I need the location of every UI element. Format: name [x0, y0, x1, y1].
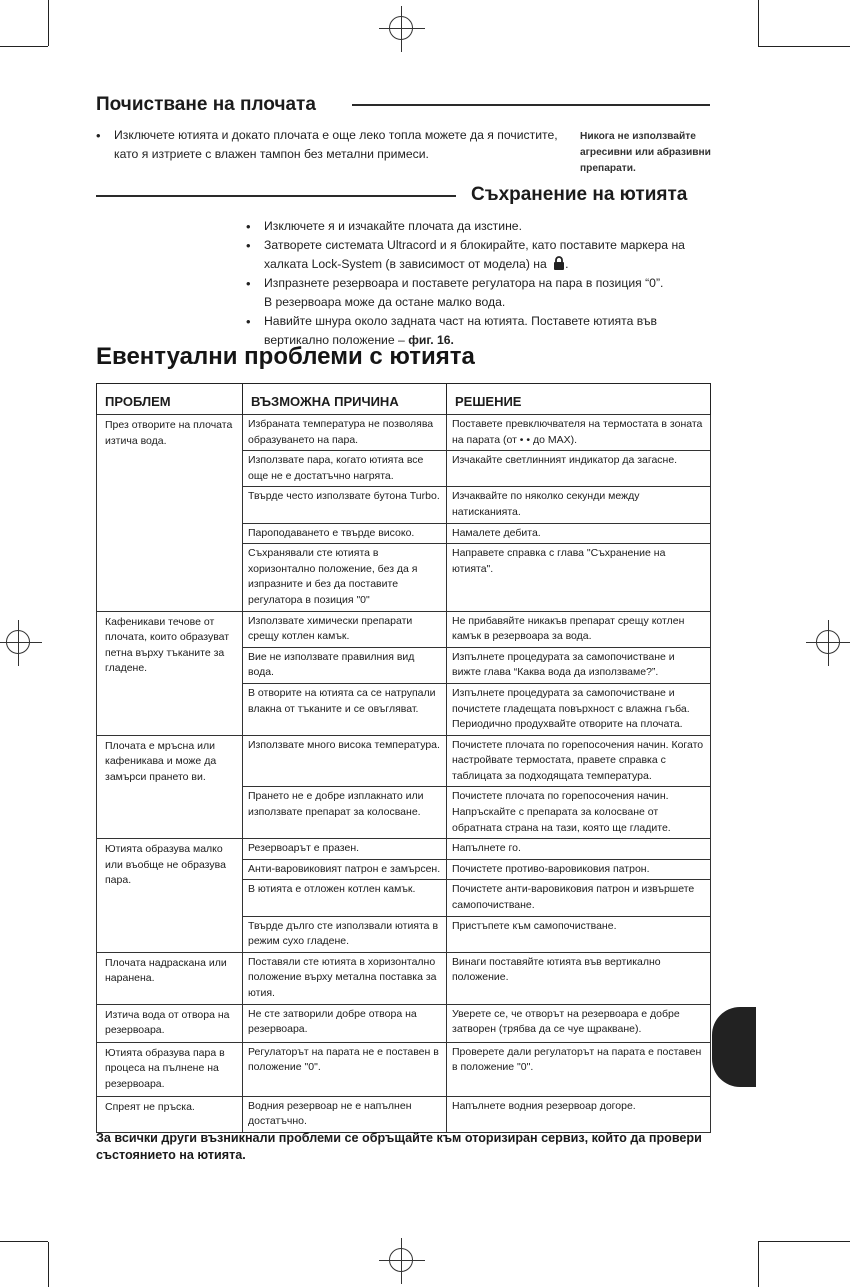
- solution-cell: Почистете плочата по горепосочения начин. Напръскайте с препарата за колосване от обратната страна на тази, която ще гладите.: [447, 787, 711, 839]
- table-row: [97, 1004, 711, 1042]
- solution-cell: Проверете дали регулаторът на парата е поставен в положение "0".: [447, 1042, 711, 1096]
- solution-cell: Почистете анти-варовиковия патрон и извършете самопочистване.: [447, 880, 711, 916]
- table-row: [97, 952, 711, 1004]
- solution-cell: Не прибавяйте никакъв препарат срещу котлен камък в резервоара за вода.: [447, 611, 711, 647]
- crop-mark: [758, 46, 850, 47]
- bullet-line: • Изключете ютията и докато плочата е още леко топла можете да я почистите,: [114, 128, 558, 142]
- registration-mark: [379, 1238, 425, 1284]
- cause-cell: В ютията е отложен котлен камък.: [243, 880, 447, 916]
- bullet-line: • Изключете я и изчакайте плочата да изстине.: [264, 219, 522, 233]
- column-header-problem: ПРОБЛЕМ: [97, 384, 243, 415]
- cause-cell: Твърде често използвате бутона Turbo.: [243, 487, 447, 523]
- cause-cell: Прането не е добре изплакнато или използвате препарат за колосване.: [243, 787, 447, 839]
- solution-cell: Напълнете водния резервоар догоре.: [447, 1096, 711, 1132]
- cleaning-bullets: [96, 126, 576, 164]
- bullet-line: халката Lock-System (в зависимост от модела) на .: [264, 257, 569, 271]
- table-header-row: [97, 384, 711, 415]
- registration-mark: [0, 620, 42, 666]
- cause-cell: Използвате много висока температура.: [243, 735, 447, 787]
- storage-heading: Съхранение на ютията: [471, 184, 688, 205]
- cleaning-bullet: [96, 126, 576, 164]
- table-row: [97, 839, 711, 860]
- solution-cell: Поставете превключвателя на термостата в зоната на парата (от • • до MAX).: [447, 415, 711, 451]
- bullet-line: • Навийте шнура около задната част на ютията. Поставете ютията във: [264, 314, 657, 328]
- footer-note: За всички други възникнали проблеми се обръщайте към оторизиран сервиз, който да провери състоянието на ютията.: [96, 1131, 702, 1162]
- cause-cell: В отворите на ютията са се натрупали влакна от тъканите и се овъгляват.: [243, 683, 447, 735]
- troubleshooting-heading: Евентуални проблеми с ютията: [96, 343, 475, 370]
- cause-cell: Използвате химически препарати срещу котлен камък.: [243, 611, 447, 647]
- crop-mark: [48, 1242, 49, 1287]
- column-header-cause: ВЪЗМОЖНА ПРИЧИНА: [243, 384, 447, 415]
- solution-cell: Напълнете го.: [447, 839, 711, 860]
- cause-cell: Не сте затворили добре отвора на резервоара.: [243, 1004, 447, 1042]
- solution-cell: Изпълнете процедурата за самопочистване и вижте глава “Каква вода да използваме?”.: [447, 647, 711, 683]
- table-row: [97, 735, 711, 787]
- solution-cell: Винаги поставяйте ютията във вертикално положение.: [447, 952, 711, 1004]
- crop-mark: [758, 0, 759, 46]
- note-line: агресивни или абразивни: [580, 147, 711, 158]
- table-row: [97, 611, 711, 647]
- problem-cell: Плочата надраскана или наранена.: [97, 952, 243, 1004]
- column-header-solution: РЕШЕНИЕ: [447, 384, 711, 415]
- cleaning-heading: Почистване на плочата: [96, 94, 316, 115]
- solution-cell: Намалете дебита.: [447, 523, 711, 544]
- problem-cell: През отворите на плочата изтича вода.: [97, 415, 243, 612]
- table-row: [97, 1096, 711, 1132]
- crop-mark: [48, 0, 49, 46]
- problem-cell: Спреят не пръска.: [97, 1096, 243, 1132]
- solution-cell: Почистете противо-варовиковия патрон.: [447, 859, 711, 880]
- bullet-text: вертикално положение –: [264, 333, 405, 347]
- table-row: [97, 1042, 711, 1096]
- solution-cell: Изчакайте светлинният индикатор да загасне.: [447, 451, 711, 487]
- note-line: препарати.: [580, 163, 636, 174]
- problem-cell: Ютията образува малко или въобще не образува пара.: [97, 839, 243, 953]
- problem-cell: Кафеникави течове от плочата, които образуват петна върху тъканите за гладене.: [97, 611, 243, 735]
- storage-bullet: [246, 217, 716, 236]
- solution-cell: Уверете се, че отворът на резервоара е добре затворен (трябва да се чуе щракване).: [447, 1004, 711, 1042]
- cause-cell: Избраната температура не позволява образуването на пара.: [243, 415, 447, 451]
- cause-cell: Съхранявали сте ютията в хоризонтално положение, без да я изпразните и без да поставите регулатора в позиция "0": [243, 544, 447, 611]
- crop-mark: [758, 1242, 759, 1287]
- cause-cell: Анти-варовиковият патрон е замърсен.: [243, 859, 447, 880]
- cause-cell: Твърде дълго сте използвали ютията в режим сухо гладене.: [243, 916, 447, 952]
- bullet-text: халката Lock-System (в зависимост от модела) на: [264, 257, 547, 271]
- solution-cell: Пристъпете към самопочистване.: [447, 916, 711, 952]
- heading-rule: [352, 104, 710, 106]
- cause-cell: Вие не използвате правилния вид вода.: [243, 647, 447, 683]
- cause-cell: Регулаторът на парата не е поставен в положение "0".: [243, 1042, 447, 1096]
- problem-cell: Ютията образува пара в процеса на пълнене на резервоара.: [97, 1042, 243, 1096]
- registration-mark: [379, 6, 425, 52]
- solution-cell: Почистете плочата по горепосочения начин. Когато настройвате термостата, правете справка с таблицата за подходящата температура.: [447, 735, 711, 787]
- solution-cell: Направете справка с глава "Съхранение на ютията".: [447, 544, 711, 611]
- storage-bullets: [246, 217, 716, 350]
- cause-cell: Използвате пара, когато ютията все още не е достатъчно нагрята.: [243, 451, 447, 487]
- cause-cell: Поставяли сте ютията в хоризонтално положение върху метална поставка за ютия.: [243, 952, 447, 1004]
- storage-bullet: [246, 236, 716, 274]
- bullet-line: • Затворете системата Ultracord и я блокирайте, като поставите маркера на: [264, 238, 685, 252]
- bullet-line: В резервоара може да остане малко вода.: [264, 295, 506, 309]
- troubleshooting-table: [96, 383, 711, 1133]
- solution-cell: Изчаквайте по няколко секунди между натисканията.: [447, 487, 711, 523]
- cleaning-note: [580, 129, 711, 177]
- storage-bullet: [246, 274, 716, 312]
- crop-mark: [0, 1241, 48, 1242]
- solution-cell: Изпълнете процедурата за самопочистване и почистете гладещата повърхност с влажна гъба. Периодично продухвайте отворите на плочата.: [447, 683, 711, 735]
- table-row: [97, 415, 711, 451]
- crop-mark: [758, 1241, 850, 1242]
- page-tab-marker: [712, 1007, 756, 1087]
- crop-mark: [0, 46, 48, 47]
- problem-cell: Плочата е мръсна или кафеникава и може да замърси прането ви.: [97, 735, 243, 839]
- bullet-line: като я изтриете с влажен тампон без метални примеси.: [114, 147, 429, 161]
- registration-mark: [806, 620, 850, 666]
- lock-icon: [553, 256, 565, 270]
- problem-cell: Изтича вода от отвора на резервоара.: [97, 1004, 243, 1042]
- note-line: Никога не използвайте: [580, 131, 696, 142]
- cause-cell: Водния резервоар не е напълнен достатъчно.: [243, 1096, 447, 1132]
- cause-cell: Пароподаването е твърде високо.: [243, 523, 447, 544]
- bullet-line: • Изпразнете резервоара и поставете регулатора на пара в позиция “0”.: [264, 276, 664, 290]
- cause-cell: Резервоарът е празен.: [243, 839, 447, 860]
- figure-ref: фиг. 16.: [408, 333, 454, 347]
- heading-rule: [96, 195, 456, 197]
